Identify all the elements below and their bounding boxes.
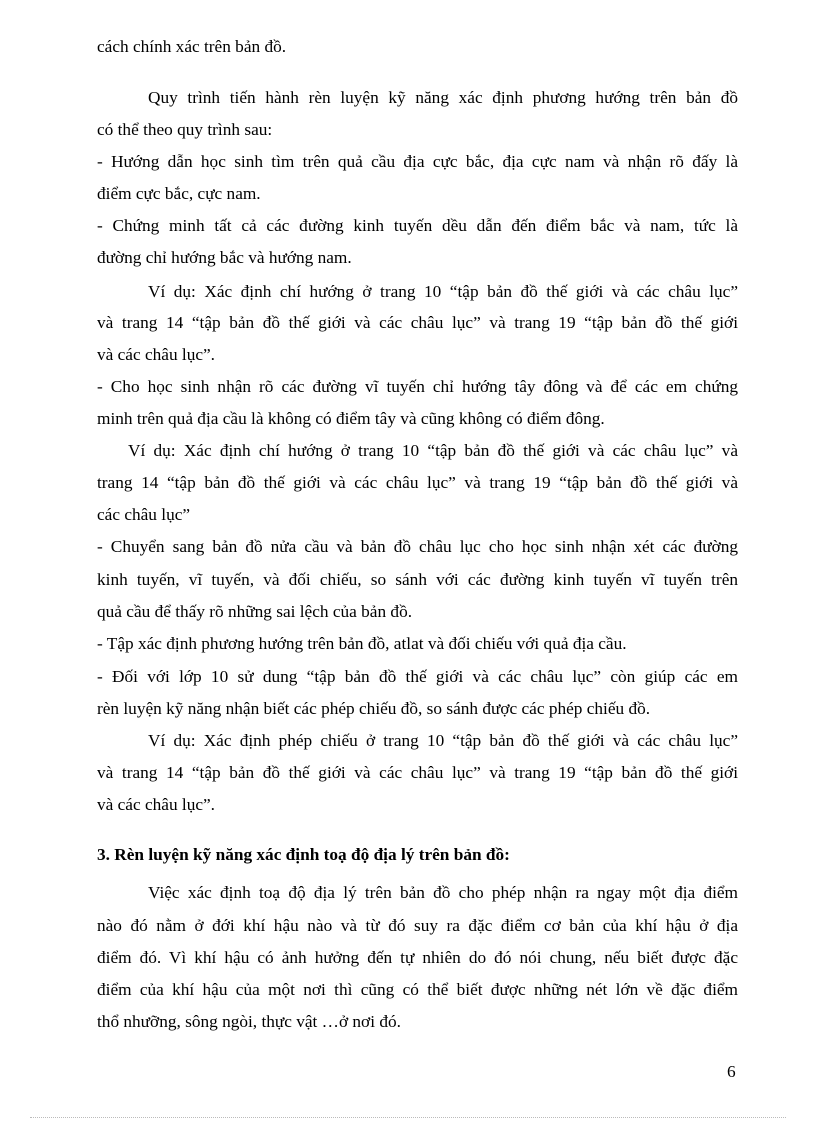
page-break-divider [30,1117,786,1118]
text-line: và các châu lục”. [97,345,216,364]
text-line: các châu lục” [97,505,191,524]
text-line: rèn luyện kỹ năng nhận biết các phép chiếu đồ, so sánh được các phép chiếu đồ. [97,699,651,718]
text-line: quả cầu để thấy rõ những sai lệch của bản đồ. [97,602,413,621]
list-item: - Hướng dẫn học sinh tìm trên quả cầu địa cực bắc, địa cực nam và nhận rõ đấy là [97,152,738,171]
text-line: cách chính xác trên bản đồ. [97,37,287,56]
text-line: và trang 14 “tập bản đồ thế giới và các châu lục” và trang 19 “tập bản đồ thế giới [97,313,738,332]
section-heading: 3. Rèn luyện kỹ năng xác định toạ độ địa lý trên bản đồ: [97,845,510,864]
text-line: trang 14 “tập bản đồ thế giới và các châu lục” và trang 19 “tập bản đồ thế giới và [97,473,738,492]
example-line: Ví dụ: Xác định phép chiếu ở trang 10 “tập bản đồ thế giới và các châu lục” [148,731,738,750]
text-line: điểm của khí hậu của một nơi thì cũng có thể biết được những nét lớn về đặc điểm [97,980,738,999]
text-line: minh trên quả địa cầu là không có điểm tây và cũng không có điểm đông. [97,409,605,428]
list-item: - Chuyển sang bản đồ nửa cầu và bản đồ châu lục cho học sinh nhận xét các đường [97,537,738,556]
text-line: điểm đó. Vì khí hậu có ảnh hưởng đến tự nhiên do đó nói chung, nếu biết được đặc [97,948,738,967]
list-item: - Cho học sinh nhận rõ các đường vĩ tuyến chỉ hướng tây đông và để các em chứng [97,377,738,396]
example-line: Ví dụ: Xác định chí hướng ở trang 10 “tập bản đồ thế giới và các châu lục” và [128,441,738,460]
text-line: Việc xác định toạ độ địa lý trên bản đồ cho phép nhận ra ngay một địa điểm [148,883,738,902]
text-line: nào đó nằm ở đới khí hậu nào và từ đó suy ra đặc điểm cơ bản của khí hậu ở địa [97,916,738,935]
text-line: có thể theo quy trình sau: [97,120,273,139]
example-line: Ví dụ: Xác định chí hướng ở trang 10 “tập bản đồ thế giới và các châu lục” [148,282,738,301]
page-number: 6 [727,1062,736,1081]
list-item: - Đối với lớp 10 sử dung “tập bản đồ thế giới và các châu lục” còn giúp các em [97,667,738,686]
text-line: đường chỉ hướng bắc và hướng nam. [97,248,352,267]
text-line: kinh tuyến, vĩ tuyến, và đối chiếu, so sánh với các đường kinh tuyến vĩ tuyến trên [97,570,738,589]
text-line: điểm cực bắc, cực nam. [97,184,261,203]
text-line: Quy trình tiến hành rèn luyện kỹ năng xác định phương hướng trên bản đồ [148,88,738,107]
list-item: - Tập xác định phương hướng trên bản đồ, atlat và đối chiếu với quả địa cầu. [97,634,627,653]
text-line: thổ nhưỡng, sông ngòi, thực vật …ở nơi đó. [97,1012,401,1031]
text-line: và trang 14 “tập bản đồ thế giới và các châu lục” và trang 19 “tập bản đồ thế giới [97,763,738,782]
text-line: và các châu lục”. [97,795,216,814]
list-item: - Chứng minh tất cả các đường kinh tuyến dều dẫn đến điểm bắc và nam, tức là [97,216,738,235]
